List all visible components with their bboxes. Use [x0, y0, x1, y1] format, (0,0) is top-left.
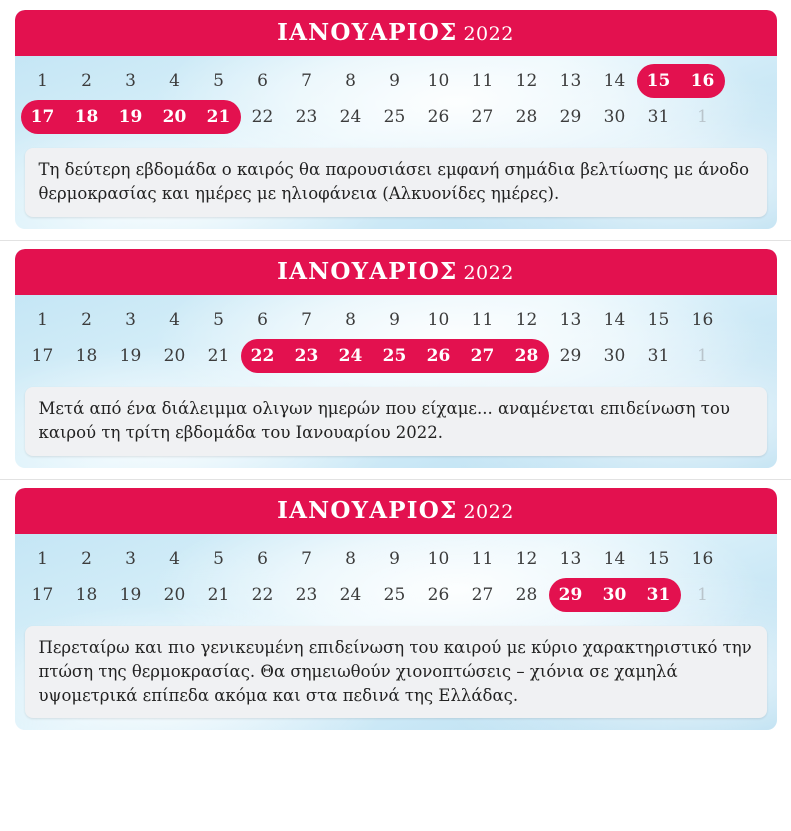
day-cell[interactable]: 13 — [559, 548, 582, 569]
day-cell-highlighted[interactable]: 21 — [197, 100, 241, 134]
forecast-note: Περεταίρω και πιο γενικευμένη επιδείνωση του καιρού με κύριο χαρακτηριστικό την πτώση της θερμοκρασίας. Θα σημειωθούν χιονοπτώσεις – χιόνια σε χαμηλά υψομετρικά επίπεδα ακόμα και στα πεδινά της Ελλάδας. — [25, 626, 767, 719]
day-cell[interactable]: 22 — [251, 107, 274, 127]
day-cell-next-month[interactable]: 1 — [697, 345, 708, 366]
calendar-card — [15, 10, 777, 229]
day-cell[interactable]: 6 — [257, 71, 268, 91]
day-cell[interactable]: 24 — [339, 107, 362, 127]
day-cell[interactable]: 5 — [213, 548, 224, 569]
week-row — [21, 64, 771, 98]
day-cell[interactable]: 7 — [301, 309, 312, 330]
day-cell[interactable]: 13 — [559, 309, 582, 330]
day-cell-highlighted[interactable]: 26 — [417, 339, 461, 373]
day-cell[interactable]: 21 — [207, 345, 230, 366]
day-cell[interactable]: 4 — [169, 71, 180, 91]
day-cell[interactable]: 10 — [427, 71, 450, 91]
day-cell[interactable]: 12 — [515, 548, 538, 569]
day-cell[interactable]: 12 — [515, 71, 538, 91]
day-cell-highlighted[interactable]: 28 — [505, 339, 549, 373]
day-cell[interactable]: 25 — [383, 584, 406, 605]
day-cell-highlighted[interactable]: 24 — [329, 339, 373, 373]
day-cell[interactable]: 28 — [515, 107, 538, 127]
day-cell[interactable]: 17 — [31, 345, 54, 366]
day-cell-highlighted[interactable]: 20 — [153, 100, 197, 134]
header-year: 2022 — [463, 261, 514, 284]
day-cell[interactable]: 8 — [345, 548, 356, 569]
day-cell-highlighted[interactable]: 29 — [549, 578, 593, 612]
day-cell[interactable]: 9 — [389, 71, 400, 91]
day-cell-highlighted[interactable]: 16 — [681, 64, 725, 98]
day-cell[interactable]: 5 — [213, 309, 224, 330]
week-row — [21, 303, 771, 337]
day-cell[interactable]: 22 — [251, 584, 274, 605]
day-cell[interactable]: 10 — [427, 548, 450, 569]
card-header — [15, 249, 777, 295]
day-cell[interactable]: 1 — [37, 71, 48, 91]
header-year: 2022 — [463, 23, 514, 45]
day-cell[interactable]: 13 — [559, 71, 582, 91]
week-row — [21, 578, 771, 612]
calendar-grid — [15, 56, 777, 142]
divider — [0, 479, 791, 480]
day-cell-highlighted[interactable]: 22 — [241, 339, 285, 373]
divider — [0, 240, 791, 241]
day-cell[interactable]: 2 — [81, 548, 92, 569]
day-cell[interactable]: 21 — [207, 584, 230, 605]
day-cell[interactable]: 11 — [471, 71, 494, 91]
day-cell[interactable]: 1 — [37, 309, 48, 330]
day-cell[interactable]: 7 — [301, 71, 312, 91]
day-cell[interactable]: 19 — [119, 345, 142, 366]
day-cell[interactable]: 31 — [647, 345, 670, 366]
day-cell[interactable]: 18 — [75, 584, 98, 605]
card-header — [15, 488, 777, 534]
day-cell-highlighted[interactable]: 31 — [637, 578, 681, 612]
day-cell[interactable]: 8 — [345, 309, 356, 330]
day-cell[interactable]: 29 — [559, 345, 582, 366]
day-cell[interactable]: 24 — [339, 584, 362, 605]
day-cell[interactable]: 6 — [257, 309, 268, 330]
day-cell[interactable]: 1 — [37, 548, 48, 569]
day-cell[interactable]: 31 — [647, 107, 670, 127]
forecast-note: Τη δεύτερη εβδομάδα ο καιρός θα παρουσιάσει εμφανή σημάδια βελτίωσης με άνοδο θερμοκρασίας και ημέρες με ηλιοφάνεια (Αλκυονίδες ημέρες). — [25, 148, 767, 217]
day-cell[interactable]: 15 — [647, 548, 670, 569]
day-cell[interactable]: 26 — [427, 584, 450, 605]
day-cell[interactable]: 30 — [603, 107, 626, 127]
week-row — [21, 542, 771, 576]
day-cell[interactable]: 17 — [31, 584, 54, 605]
day-cell[interactable]: 8 — [345, 71, 356, 91]
day-cell[interactable]: 20 — [163, 345, 186, 366]
day-cell[interactable]: 2 — [81, 309, 92, 330]
header-month: ΙΑΝΟΥΑΡΙΟΣ — [277, 496, 458, 524]
day-cell[interactable]: 16 — [691, 309, 714, 330]
day-cell[interactable]: 11 — [471, 309, 494, 330]
day-cell[interactable]: 28 — [515, 584, 538, 605]
day-cell[interactable]: 16 — [691, 548, 714, 569]
calendar-grid — [15, 534, 777, 620]
day-cell[interactable]: 30 — [603, 345, 626, 366]
day-cell-next-month[interactable]: 1 — [697, 584, 708, 605]
day-cell-highlighted[interactable]: 23 — [285, 339, 329, 373]
day-cell[interactable]: 26 — [427, 107, 450, 127]
day-cell[interactable]: 3 — [125, 71, 136, 91]
day-cell[interactable]: 15 — [647, 309, 670, 330]
day-cell[interactable]: 6 — [257, 548, 268, 569]
day-cell[interactable]: 12 — [515, 309, 538, 330]
day-cell-highlighted[interactable]: 17 — [21, 100, 65, 134]
day-cell-highlighted[interactable]: 15 — [637, 64, 681, 98]
day-cell[interactable]: 9 — [389, 309, 400, 330]
header-year: 2022 — [463, 500, 514, 523]
day-cell[interactable]: 4 — [169, 309, 180, 330]
week-row — [21, 100, 771, 134]
day-cell[interactable]: 5 — [213, 71, 224, 91]
day-cell[interactable]: 27 — [471, 107, 494, 127]
day-cell[interactable]: 14 — [603, 71, 626, 91]
day-cell[interactable]: 27 — [471, 584, 494, 605]
week-row — [21, 339, 771, 373]
day-cell[interactable]: 3 — [125, 309, 136, 330]
day-cell-highlighted[interactable]: 27 — [461, 339, 505, 373]
card-header — [15, 10, 777, 56]
day-cell[interactable]: 25 — [383, 107, 406, 127]
day-cell-highlighted[interactable]: 30 — [593, 578, 637, 612]
day-cell[interactable]: 7 — [301, 548, 312, 569]
forecast-note: Μετά από ένα διάλειμμα ολιγων ημερών που είχαμε... αναμένεται επιδείνωση του καιρού τη τρίτη εβδομάδα του Ιανουαρίου 2022. — [25, 387, 767, 456]
day-cell-next-month[interactable]: 1 — [697, 107, 708, 127]
day-cell[interactable]: 11 — [471, 548, 494, 569]
day-cell[interactable]: 14 — [603, 309, 626, 330]
day-cell-highlighted[interactable]: 25 — [373, 339, 417, 373]
day-cell[interactable]: 20 — [163, 584, 186, 605]
calendar-grid — [15, 295, 777, 381]
day-cell-highlighted[interactable]: 19 — [109, 100, 153, 134]
day-cell[interactable]: 19 — [119, 584, 142, 605]
day-cell[interactable]: 4 — [169, 548, 180, 569]
day-cell[interactable]: 14 — [603, 548, 626, 569]
day-cell[interactable]: 18 — [75, 345, 98, 366]
day-cell[interactable]: 10 — [427, 309, 450, 330]
day-cell[interactable]: 3 — [125, 548, 136, 569]
day-cell[interactable]: 23 — [295, 584, 318, 605]
day-cell[interactable]: 9 — [389, 548, 400, 569]
calendar-card — [15, 488, 777, 731]
day-cell-highlighted[interactable]: 18 — [65, 100, 109, 134]
day-cell[interactable]: 2 — [81, 71, 92, 91]
day-cell[interactable]: 23 — [295, 107, 318, 127]
header-month: ΙΑΝΟΥΑΡΙΟΣ — [277, 19, 458, 46]
day-cell[interactable]: 29 — [559, 107, 582, 127]
header-month: ΙΑΝΟΥΑΡΙΟΣ — [277, 257, 458, 285]
calendar-card — [15, 249, 777, 468]
